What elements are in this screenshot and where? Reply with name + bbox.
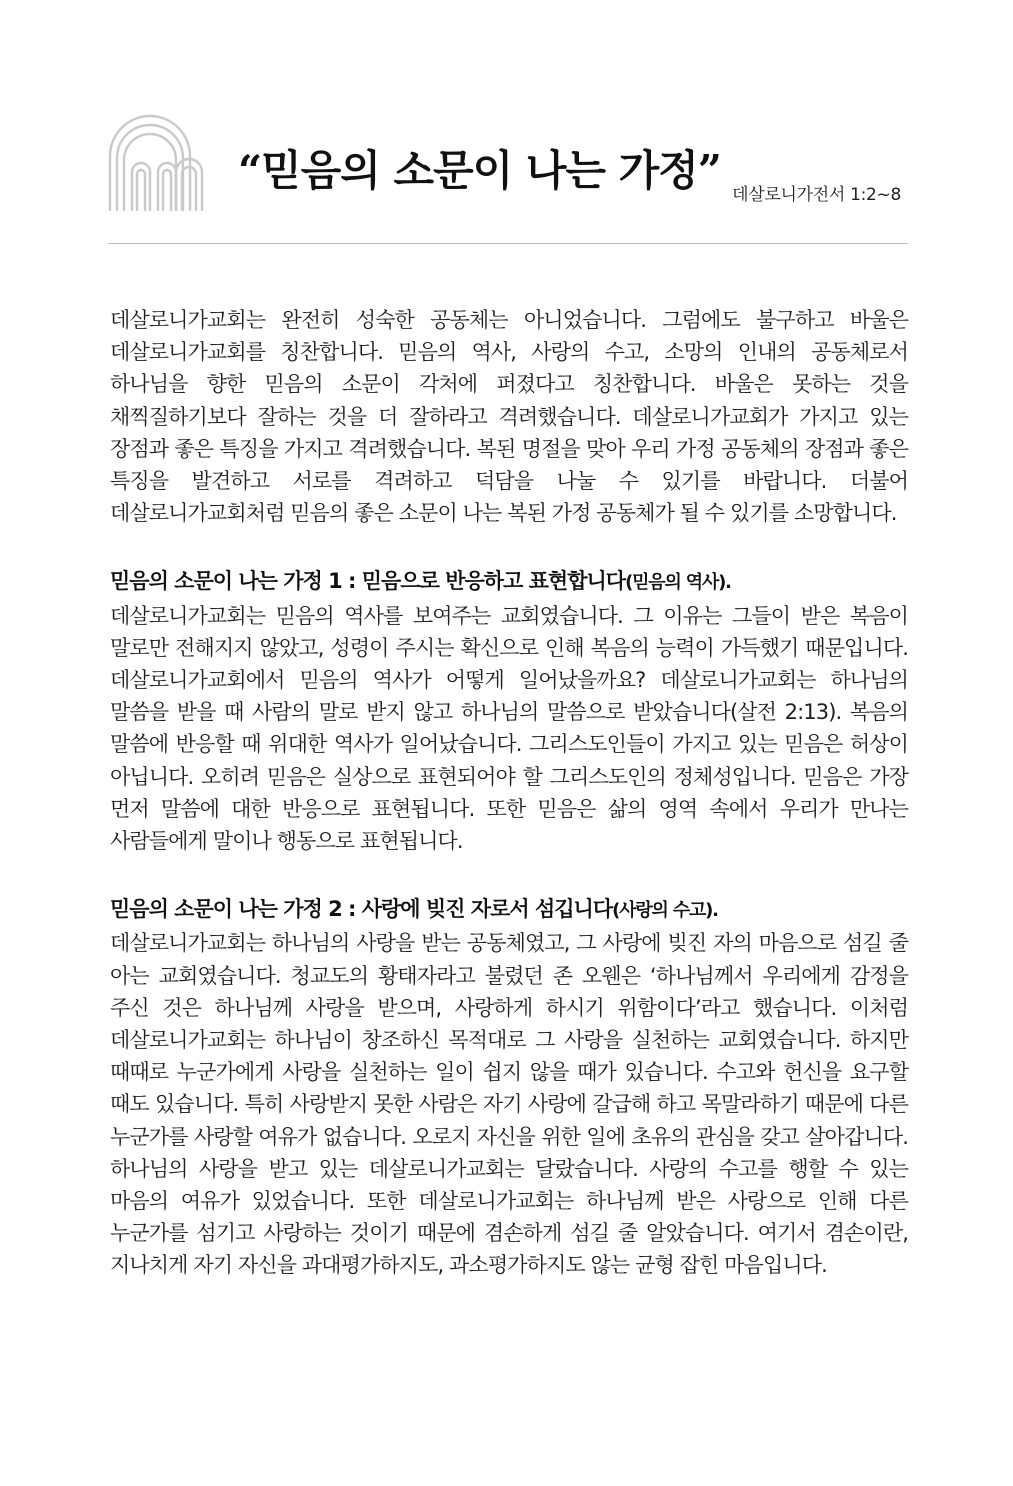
section-body: 데살로니가교회는 하나님의 사랑을 받는 공동체였고, 그 사랑에 빚진 자의 마음으로 섬길 줄 아는 교회였습니다. 청교도의 황태자라고 불렸던 존 오웬은 ‘하나님께서 우리에게 감정을 주신 것은 하나님께 사랑을 받으며, 사랑하게 하시기 위함이다’라고 했습니다. 이처럼 데살로니가교회는 하나님이 창조하신 목적대로 그 사랑을 실천하는 교회였습니다. 하지만 때때로 누군가에게 사랑을 실천하는 일이 쉽지 않을 때가 있습니다. 수고와 헌신을 요구할 때도 있습니다. 특히 사랑받지 못한 사람은 자기 사랑에 갈급해 하고 목말라하기 때문에 다른 누군가를 사랑할 여유가 없습니다. 오로지 자신을 위한 일에 초유의 관심을 갖고 살아갑니다. 하나님의 사랑을 받고 있는 데살로니가교회는 달랐습니다. 사랑의 수고를 행할 수 있는 마음의 여유가 있었습니다. 또한 데살로니가교회는 하나님께 받은 사랑으로 인해 다른 누군가를 섬기고 사랑하는 것이기 때문에 겸손하게 섬길 줄 알았습니다. 여기서 겸손이란, 지나치게 자기 자신을 과대평가하지도, 과소평가하지도 않는 균형 잡힌 마음입니다. (110, 931, 908, 1278)
arches-logo-icon (106, 112, 206, 212)
section-heading-text: 믿음의 소문이 나는 가정 2 : 사랑에 빚진 자로서 섬깁니다 (110, 897, 613, 922)
header-divider (108, 243, 908, 244)
section-1 (110, 565, 908, 857)
section-heading-text: 믿음의 소문이 나는 가정 1 : 믿음으로 반응하고 표현합니다 (110, 569, 626, 594)
section-heading-sub: (사랑의 수고). (612, 900, 718, 922)
section-body: 데살로니가교회는 믿음의 역사를 보여주는 교회였습니다. 그 이유는 그들이 받은 복음이 말로만 전해지지 않았고, 성령이 주시는 확신으로 인해 복음의 능력이 가득했기 때문입니다. 데살로니가교회에서 믿음의 역사가 어떻게 일어났을까요? 데살로니가교회는 하나님의 말씀을 받을 때 사람의 말로 받지 않고 하나님의 말씀으로 받았습니다(살전 2:13). 복음의 말씀에 반응할 때 위대한 역사가 일어났습니다. 그리스도인들이 가지고 있는 믿음은 허상이 아닙니다. 오히려 믿음은 실상으로 표현되어야 할 그리스도인의 정체성입니다. 믿음은 가장 먼저 말씀에 대한 반응으로 표현됩니다. 또한 믿음은 삶의 영역 속에서 우리가 만나는 사람들에게 말이나 행동으로 표현됩니다. (110, 603, 908, 854)
section-heading (110, 565, 908, 599)
body-content (110, 304, 908, 1282)
intro-paragraph: 데살로니가교회는 완전히 성숙한 공동체는 아니었습니다. 그럼에도 불구하고 바울은 데살로니가교회를 칭찬합니다. 믿음의 역사, 사랑의 수고, 소망의 인내의 공동체로서 하나님을 향한 믿음의 소문이 각처에 퍼졌다고 칭찬합니다. 바울은 못하는 것을 채찍질하기보다 잘하는 것을 더 잘하라고 격려했습니다. 데살로니가교회가 가지고 있는 장점과 좋은 특징을 가지고 격려했습니다. 복된 명절을 맞아 우리 가정 공동체의 장점과 좋은 특징을 발견하고 서로를 격려하고 덕담을 나눌 수 있기를 바랍니다. 더불어 데살로니가교회처럼 믿음의 좋은 소문이 나는 복된 가정 공동체가 될 수 있기를 소망합니다. (110, 308, 908, 526)
section-heading (110, 893, 908, 927)
section-heading-sub: (믿음의 역사). (625, 572, 731, 594)
section-2 (110, 893, 908, 1281)
page-title: “믿음의 소문이 나는 가정” (238, 146, 721, 195)
scripture-reference: 데살로니가전서 1:2~8 (732, 185, 901, 205)
